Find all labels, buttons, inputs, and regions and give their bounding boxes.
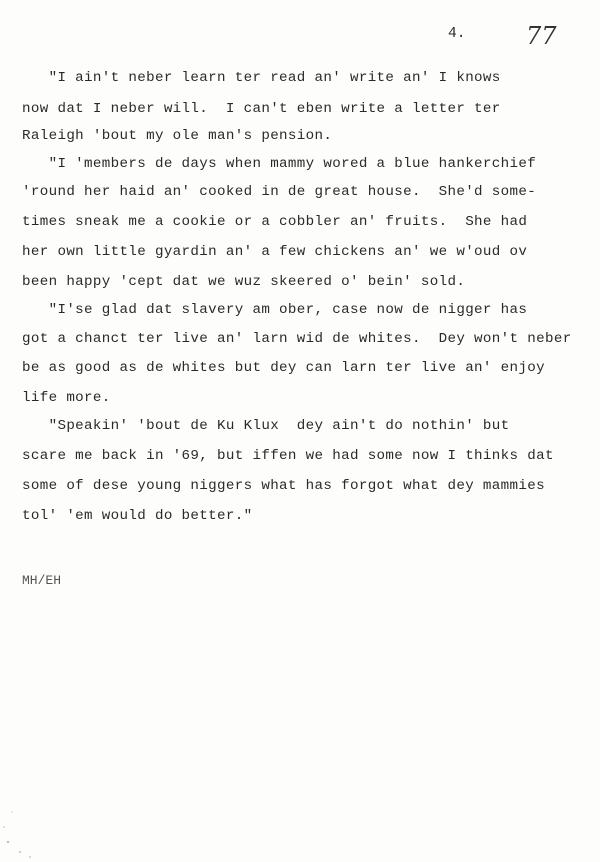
- text-line: scare me back in '69, but iffen we had some now I thinks dat: [22, 448, 554, 464]
- text-line: some of dese young niggers what has forgot what dey mammies: [22, 478, 545, 494]
- text-line: tol' 'em would do better.": [22, 508, 253, 524]
- text-line: "I ain't neber learn ter read an' write an' I knows: [22, 70, 501, 86]
- handwritten-folio-number: 77: [526, 22, 557, 50]
- text-line: "I 'members de days when mammy wored a blue hankerchief: [22, 156, 537, 172]
- text-line: times sneak me a cookie or a cobbler an' fruits. She had: [22, 214, 528, 230]
- scan-noise: [0, 742, 70, 862]
- typist-initials: MH/EH: [22, 573, 62, 588]
- page-number: 4.: [448, 26, 466, 42]
- text-line: life more.: [22, 390, 111, 406]
- text-line: got a chanct ter live an' larn wid de whites. Dey won't neber: [22, 331, 572, 347]
- text-line: "I'se glad dat slavery am ober, case now de nigger has: [22, 302, 528, 318]
- text-line: Raleigh 'bout my ole man's pension.: [22, 128, 333, 144]
- text-line: her own little gyardin an' a few chickens an' we w'oud ov: [22, 244, 528, 260]
- text-line: been happy 'cept dat we wuz skeered o' bein' sold.: [22, 274, 466, 290]
- text-line: be as good as de whites but dey can larn ter live an' enjoy: [22, 360, 545, 376]
- text-line: "Speakin' 'bout de Ku Klux dey ain't do nothin' but: [22, 418, 510, 434]
- text-line: now dat I neber will. I can't eben write a letter ter: [22, 101, 501, 117]
- text-line: 'round her haid an' cooked in de great house. She'd some-: [22, 184, 537, 200]
